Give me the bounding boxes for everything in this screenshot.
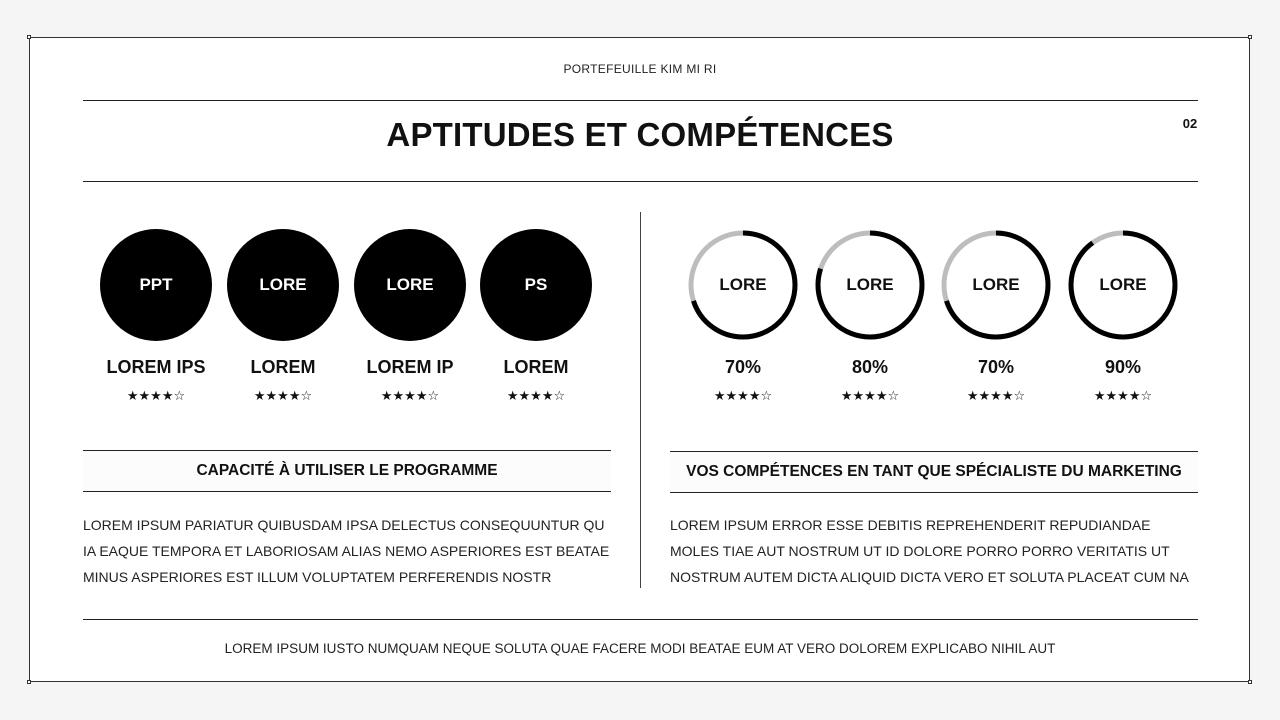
marketing-description: LOREM IPSUM ERROR ESSE DEBITIS REPREHENDERIT REPUDIANDAE MOLES TIAE AUT NOSTRUM UT ID DOLORE PORRO PORRO VERITATIS UT NOSTRUM AUTEM DICTA ALIQUID DICTA VERO ET SOLUTA PLACEAT CUM NA [670,517,1189,585]
progress-ring [687,229,799,341]
progress-ring [1067,229,1179,341]
star-rating: ★★★★☆ [713,388,773,403]
frame-corner-handle[interactable] [27,35,31,39]
frame-corner-handle[interactable] [1248,680,1252,684]
skill-label: LOREM [250,357,316,377]
skill-label: LOREM IPS [106,357,206,377]
star-rating: ★★★★☆ [506,388,566,403]
ring-label: LORE [846,275,894,294]
page-title: APTITUDES ET COMPÉTENCES [386,116,894,153]
star-rating: ★★★★☆ [1093,388,1153,403]
divider-footer [83,619,1198,620]
frame-corner-handle[interactable] [1248,35,1252,39]
column-divider [640,212,641,588]
skill-circle-ppt: PPT [100,229,212,341]
star-rating: ★★★★☆ [840,388,900,403]
percent-label: 70% [724,357,762,377]
star-rating: ★★★★☆ [966,388,1026,403]
program-description: LOREM IPSUM PARIATUR QUIBUSDAM IPSA DELECTUS CONSEQUUNTUR QU IA EAQUE TEMPORA ET LABORIOSAM ALIAS NEMO ASPERIORES EST BEATAE MINUS ASPERIORES EST ILLUM VOLUPTATEM PERFERENDIS NOSTR [83,517,610,585]
page-number: 02 [1182,116,1198,131]
star-rating: ★★★★☆ [126,388,186,403]
ring-label: LORE [972,275,1020,294]
percent-label: 70% [977,357,1015,377]
progress-ring [814,229,926,341]
divider-top [83,100,1198,101]
skill-circle: LORE [227,229,339,341]
percent-label: 80% [851,357,889,377]
ring-label: LORE [1099,275,1147,294]
star-rating: ★★★★☆ [253,388,313,403]
skill-label: LOREM [503,357,569,377]
section-title-marketing: VOS COMPÉTENCES EN TANT QUE SPÉCIALISTE DU MARKETING [670,451,1198,493]
percent-label: 90% [1104,357,1142,377]
ring-label: LORE [719,275,767,294]
skill-circle-ps: PS [480,229,592,341]
skill-circle: LORE [354,229,466,341]
portfolio-label: PORTEFEUILLE KIM MI RI [563,62,717,76]
divider-title [83,181,1198,182]
progress-ring [940,229,1052,341]
star-rating: ★★★★☆ [380,388,440,403]
frame-corner-handle[interactable] [27,680,31,684]
section-title-program: CAPACITÉ À UTILISER LE PROGRAMME [83,450,611,492]
skill-label: LOREM IP [366,357,454,377]
footer-text: LOREM IPSUM IUSTO NUMQUAM NEQUE SOLUTA QUAE FACERE MODI BEATAE EUM AT VERO DOLOREM EXPLICABO NIHIL AUT [224,641,1056,656]
